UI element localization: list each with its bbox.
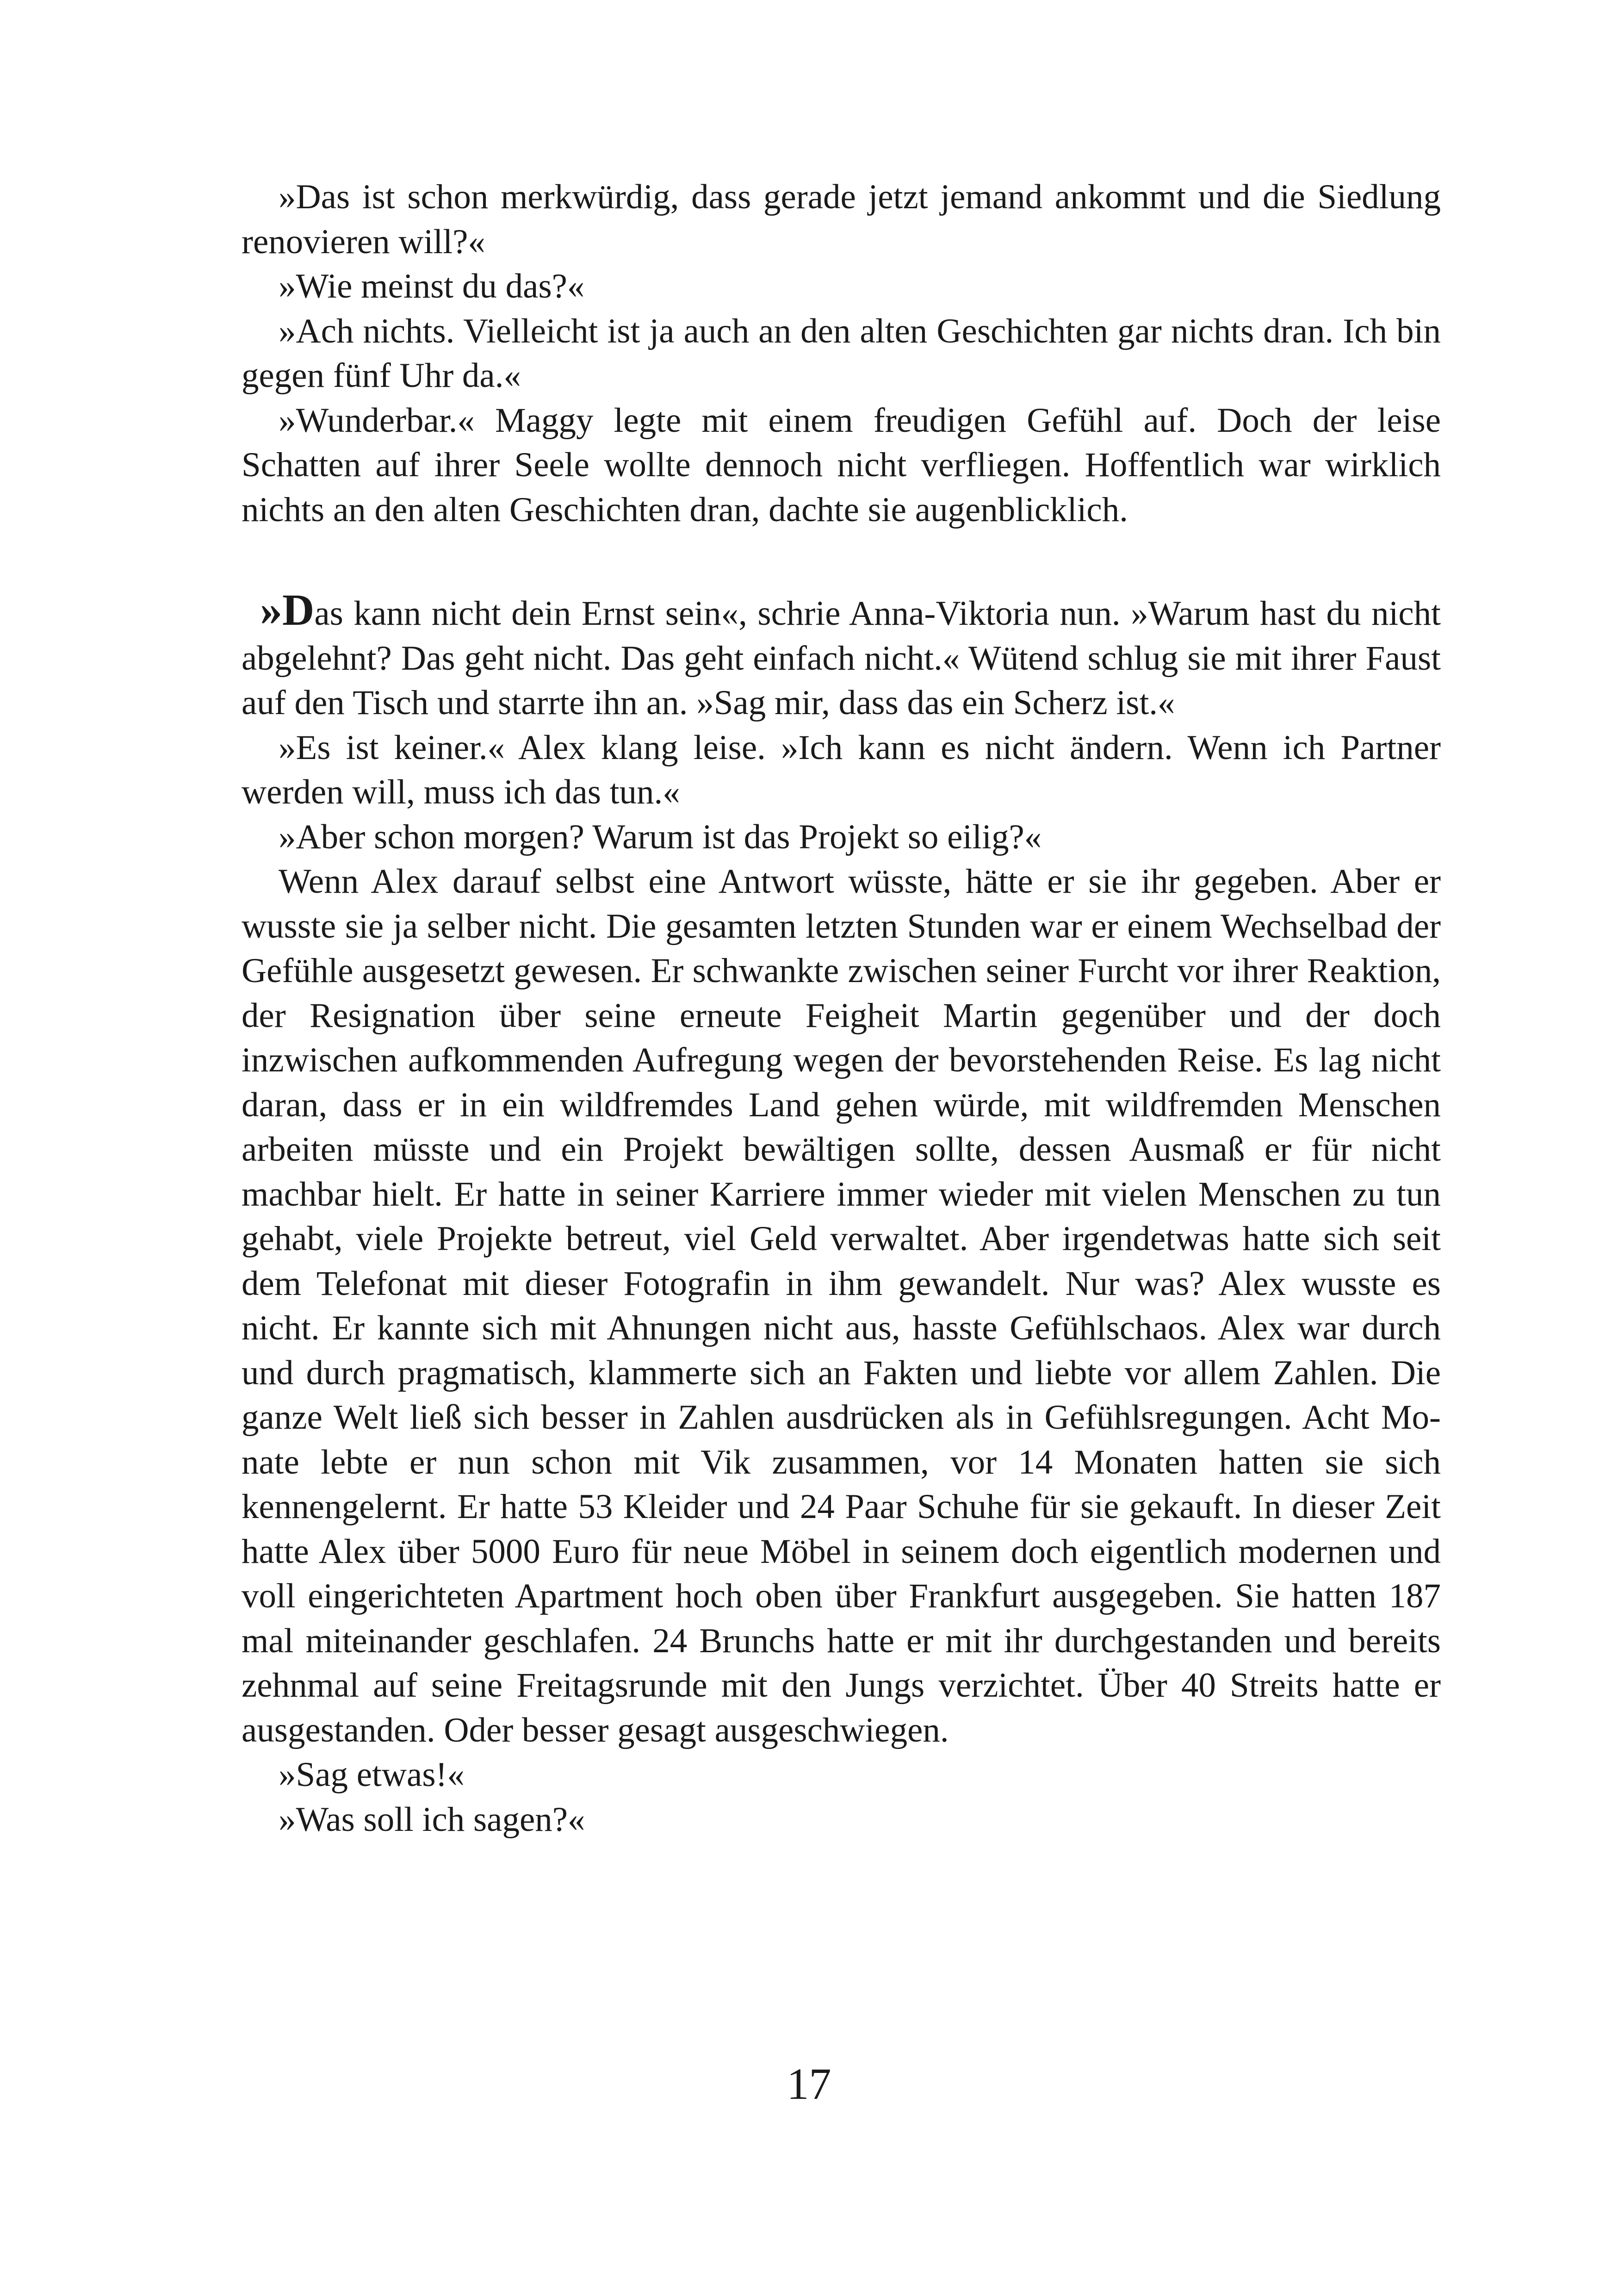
section-break [242, 532, 1441, 588]
opening-text: as kann nicht dein Ernst sein«, schrie Anna-Viktoria nun. »Warum hast du nicht abgelehnt? Das geht nicht. Das geht einfach nicht.« Wütend schlug sie mit ihrer Faust auf den Tisch und starrte ihn an. »Sag mir, dass das ein Scherz ist.« [242, 594, 1441, 722]
section-opening-paragraph [242, 585, 1441, 726]
paragraph: »Ach nichts. Vielleicht ist ja auch an den alten Geschichten gar nichts dran. Ich bin gegen fünf Uhr da.« [242, 311, 1441, 395]
paragraph: »Aber schon morgen? Warum ist das Projekt so eilig?« [279, 817, 1042, 856]
paragraph: »Das ist schon merkwürdig, dass gerade jetzt jemand ankommt und die Siedlung renovieren will?« [242, 178, 1441, 261]
book-page-body [242, 175, 1441, 1842]
paragraph: Wenn Alex darauf selbst eine Antwort wüsste, hätte er sie ihr gegeben. Aber er wusste sie ja selber nicht. Die gesamten letzten Stunden war er einem Wechselbad der Gefühle ausgesetzt gewesen. Er schwankte zwischen seiner Furcht vor ihrer Reaktion, der Resignation über seine erneute Feigheit Martin gegenüber und der doch inzwischen aufkommenden Aufregung wegen der bevorstehenden Reise. Es lag nicht daran, dass er in ein wildfremdes Land gehen würde, mit wildfremden Menschen arbeiten müsste und ein Projekt bewältigen sollte, dessen Ausmaß er für nicht machbar hielt. Er hatte in seiner Karriere immer wieder mit vielen Menschen zu tun gehabt, viele Projekte betreut, viel Geld verwaltet. Aber irgendetwas hatte sich seit dem Telefonat mit dieser Fotografin in ihm gewandelt. Nur was? Alex wusste es nicht. Er kannte sich mit Ahnungen nicht aus, hasste Gefühlschaos. Alex war durch und durch pragmatisch, klammerte sich an Fakten und liebte vor allem Zahlen. Die ganze Welt ließ sich besser in Zahlen ausdrücken als in Gefühlsregungen. Acht Monate lebte er nun schon mit Vik zusammen, vor 14 Monaten hatten sie sich kennengelernt. Er hatte 53 Kleider und 24 Paar Schuhe für sie gekauft. In dieser Zeit hatte Alex über 5000 Euro für neue Möbel in seinem doch eigentlich modernen und voll eingerichteten Apartment hoch oben über Frankfurt ausgegeben. Sie hatten 187 mal miteinander geschlafen. 24 Brunchs hatte er mit ihr durchgestanden und bereits zehnmal auf seine Freitagsrunde mit den Jungs verzichtet. Über 40 Streits hatte er ausgestanden. Oder besser gesagt ausgeschwiegen. [242, 862, 1441, 1749]
paragraph: »Was soll ich sagen?« [279, 1800, 585, 1839]
paragraph: »Wie meinst du das?« [279, 267, 585, 305]
paragraph: »Es ist keiner.« Alex klang leise. »Ich kann es nicht ändern. Wenn ich Partner werden will, muss ich das tun.« [242, 728, 1441, 811]
paragraph: »Sag etwas!« [279, 1755, 465, 1794]
page-number: 17 [787, 2059, 831, 2109]
drop-initial: »D [260, 585, 315, 635]
paragraph: »Wunderbar.« Maggy legte mit einem freudigen Gefühl auf. Doch der leise Schatten auf ihrer Seele wollte dennoch nicht verfliegen. Hoffentlich war wirklich nichts an den alten Geschichten dran, dachte sie augenblicklich. [242, 401, 1441, 529]
